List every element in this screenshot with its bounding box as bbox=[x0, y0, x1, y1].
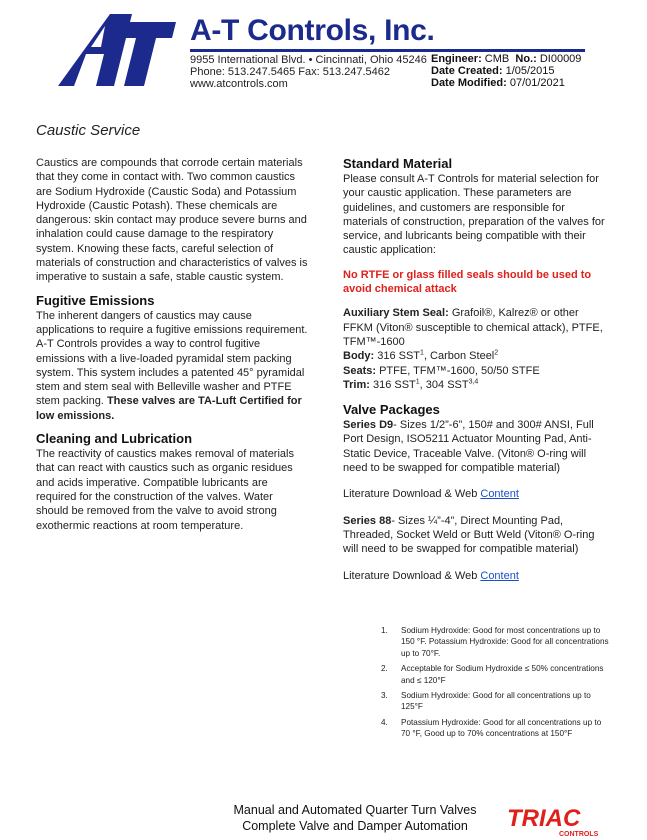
triac-logo bbox=[507, 804, 602, 838]
triac-wordmark: TRIAC bbox=[507, 805, 581, 832]
footnote-text: Acceptable for Sodium Hydroxide ≤ 50% concentrations and ≤ 120°F bbox=[401, 664, 604, 685]
date-created-label: Date Created: bbox=[431, 65, 503, 77]
seats-text: PTFE, TFM™-1600, 50/50 STFE bbox=[376, 364, 540, 377]
ta-luft-note: These valves are TA-Luft Certified for low emissions. bbox=[36, 395, 302, 422]
cleaning-paragraph: The reactivity of caustics makes removal of materials that can react with caustics such as organic residues and acids imperative. Compatible lubricants are required for the construction of the valves. Water should be removed from the valve to avoid strong exothermic reactions at room temperature. bbox=[36, 448, 294, 532]
right-column bbox=[343, 156, 611, 583]
aux-stem-seal bbox=[343, 306, 611, 349]
date-modified-row bbox=[431, 77, 565, 89]
seats-spec bbox=[343, 364, 611, 378]
body-material-2: , Carbon Steel bbox=[423, 350, 495, 363]
intro-paragraph: Caustics are compounds that corrode certain materials that they come in contact with. Two common caustics are Sodium Hydroxide (Caustic Soda) and Potassium Hydroxide (Caustic Potash). These chemicals are dangerous: skin contact may produce severe burns and inhalation could cause damage to the respiratory system. Knowing these facts, careful selection of materials of construction and characteristics of valves is imperative to sustain a safe, stable caustic system. bbox=[36, 157, 308, 284]
footer-line-2: Complete Valve and Damper Automation bbox=[242, 819, 468, 833]
body-spec bbox=[343, 349, 611, 363]
cleaning-heading: Cleaning and Lubrication bbox=[36, 431, 193, 447]
footnote-item bbox=[381, 690, 609, 713]
footnote-number: 1. bbox=[381, 626, 388, 635]
literature-label-1: Literature Download & Web bbox=[343, 488, 481, 501]
doc-no-value: DI00009 bbox=[539, 53, 582, 65]
footnote-number: 4. bbox=[381, 717, 388, 727]
footnote-item bbox=[381, 717, 609, 740]
aux-label: Auxiliary Stem Seal: bbox=[343, 307, 449, 320]
date-modified-value: 07/01/2021 bbox=[509, 77, 565, 89]
engineer-label: Engineer: bbox=[431, 53, 482, 65]
series-88 bbox=[343, 514, 611, 557]
fugitive-text: The inherent dangers of caustics may cause applications to require a fugitive emissions requirement. A-T Controls provides a way to control fugitive emissions with a live-loaded pyramidal stem packing system. This system includes a patented 45° pyramidal stem and stem seal with Belleville washer and PTFE stem packing. bbox=[36, 309, 308, 408]
footer-line-1: Manual and Automated Quarter Turn Valves bbox=[233, 803, 477, 817]
body-footnote-2: 2 bbox=[494, 349, 499, 357]
footnotes bbox=[381, 625, 609, 744]
content-link-2[interactable]: Content bbox=[480, 569, 519, 582]
d9-text: - Sizes 1/2”-6”, 150# and 300# ANSI, Full Port Design, ISO5211 Actuator Mounting Pad, Anti-Static Device, Traceable Valve. (Viton® O-ring will need to be swapped for compatible material) bbox=[343, 419, 594, 475]
date-created-value: 1/05/2015 bbox=[505, 65, 555, 77]
fugitive-heading: Fugitive Emissions bbox=[36, 292, 155, 308]
date-modified-label: Date Modified: bbox=[431, 77, 507, 89]
footnote-text: Sodium Hydroxide: Good for all concentrations up to 125°F bbox=[401, 691, 591, 712]
trim-spec bbox=[343, 378, 611, 392]
header-rule bbox=[190, 49, 585, 52]
footnote-text: Potassium Hydroxide: Good for all concentrations up to 70 °F, Good up to 70% concentrations at 150°F bbox=[401, 717, 602, 739]
literature-line-2 bbox=[343, 569, 611, 583]
trim-label: Trim: bbox=[343, 378, 370, 391]
trim-material-1: 316 SST bbox=[369, 378, 416, 391]
s88-label: Series 88 bbox=[343, 514, 392, 527]
phone-line: Phone: 513.247.5465 Fax: 513.247.5462 bbox=[190, 66, 391, 78]
standard-material-text: Please consult A-T Controls for material selection for your caustic application. These parameters are guidelines, and customers are responsible for materials of construction, preparation of the valves for service, and lubricants being compatible with their caustic application: bbox=[343, 173, 605, 257]
seats-label: Seats: bbox=[343, 364, 377, 377]
body-label: Body: bbox=[343, 350, 375, 363]
left-column bbox=[36, 156, 308, 533]
footnote-text: Sodium Hydroxide: Good for most concentrations up to 150 °F. Potassium Hydroxide: Good for all concentrations up to 70°F. bbox=[401, 626, 609, 658]
engineer-row bbox=[431, 53, 581, 65]
trim-material-2: , 304 SST bbox=[419, 378, 469, 391]
engineer-value: CMB bbox=[484, 53, 510, 65]
footnote-item bbox=[381, 663, 609, 686]
aux-text: Grafoil®, Kalrez® or other FFKM (Viton® susceptible to chemical attack), PTFE, TFM™-1600 bbox=[343, 307, 603, 348]
fugitive-paragraph bbox=[36, 309, 308, 423]
web-address[interactable]: www.atcontrols.com bbox=[190, 78, 288, 90]
series-d9 bbox=[343, 418, 611, 475]
s88-text: - Sizes ¼”-4”, Direct Mounting Pad, Threaded, Socket Weld or Butt Weld (Viton® O-ring will need to be swapped for compatible material) bbox=[343, 514, 595, 556]
footnote-number: 2. bbox=[381, 664, 388, 674]
body-material-1: 316 SST bbox=[374, 350, 421, 363]
trim-footnote-2: 3,4 bbox=[468, 378, 479, 386]
literature-label-2: Literature Download & Web bbox=[343, 569, 481, 582]
warning-text: No RTFE or glass filled seals should be used to avoid chemical attack bbox=[343, 268, 592, 296]
trim-footnote-1: 1 bbox=[415, 378, 420, 386]
date-created-row bbox=[431, 65, 555, 77]
footer-tagline bbox=[200, 802, 510, 834]
triac-controls-text: CONTROLS bbox=[559, 831, 599, 838]
page-title: Caustic Service bbox=[36, 122, 141, 139]
literature-line-1 bbox=[343, 487, 611, 501]
address-line: 9955 International Blvd. • Cincinnati, Ohio 45246 bbox=[190, 54, 427, 66]
content-link-1[interactable]: Content bbox=[480, 488, 519, 501]
at-logo bbox=[58, 14, 176, 86]
standard-material-heading: Standard Material bbox=[343, 156, 453, 171]
company-name: A-T Controls, Inc. bbox=[190, 14, 435, 47]
footnote-item bbox=[381, 625, 609, 659]
body-footnote-1: 1 bbox=[420, 349, 424, 357]
footnote-number: 3. bbox=[381, 691, 388, 701]
doc-no-label: No.: bbox=[515, 53, 537, 65]
valve-packages-heading: Valve Packages bbox=[343, 402, 440, 418]
d9-label: Series D9 bbox=[343, 419, 394, 432]
